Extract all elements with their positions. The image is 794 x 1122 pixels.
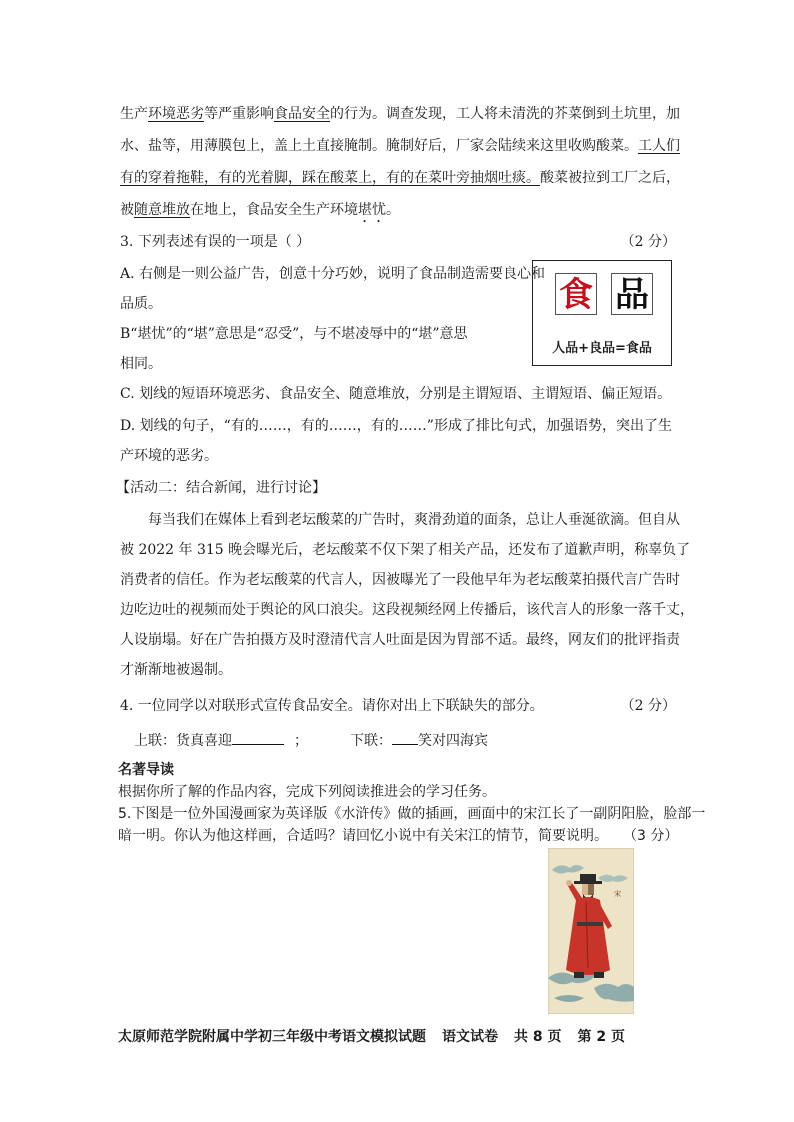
underlined-sentence: 工人们: [638, 138, 680, 154]
dotted-word: 堪忧: [358, 202, 386, 218]
passage-line-4: 被随意堆放在地上，食品安全生产环境堪忧。: [120, 202, 400, 218]
underlined-phrase: 随意堆放: [134, 202, 190, 218]
news-paragraph-line: 边吃边吐的视频而处于舆论的风口浪尖。这段视频经网上传播后，该代言人的形象一落千丈，: [120, 602, 694, 618]
q3-option-d: D. 划线的句子，“有的……，有的……，有的……”形成了排比句式，加强语势，突出了生: [120, 418, 672, 434]
upper-couplet-blank[interactable]: [232, 730, 284, 745]
q3-score: （2 分）: [620, 234, 676, 250]
q5-score: （3 分）: [630, 828, 679, 844]
q3-option-c: C. 划线的短语环境恶劣、食品安全、随意堆放，分别是主谓短语、主谓短语、偏正短语。: [120, 386, 672, 402]
q3-option-d-cont: 产环境的恶劣。: [120, 448, 218, 464]
page-footer: [118, 1026, 641, 1046]
q5-stem: 5.下图是一位外国漫画家为英译版《水浒传》做的插画，画面中的宋江长了一副阴阳脸，脸部一: [118, 806, 706, 822]
ad-char-shi: 食: [555, 273, 597, 315]
activity2-heading: 【活动二：结合新闻，进行讨论】: [116, 480, 326, 496]
couplet-line: 上联：货真喜迎 ； 下联： 笑对四海宾: [134, 730, 690, 751]
lower-couplet-blank[interactable]: [392, 730, 418, 745]
q4-score: （2 分）: [620, 698, 676, 714]
passage-line-1: 生产环境恶劣等严重影响食品安全的行为。调查发现，工人将未清洗的芥菜倒到土坑里，加: [120, 106, 680, 122]
q5-stem-cont: 暗一明。你认为他这样画，合适吗？请回忆小说中有关宋江的情节，简要说明。 （3 分）: [118, 828, 679, 844]
lower-couplet-text: 笑对四海宾: [418, 733, 488, 749]
song-jiang-illustration: [548, 848, 634, 1014]
seal-mark: 宋: [614, 890, 621, 898]
news-paragraph-line: 消费者的信任。作为老坛酸菜的代言人，因被曝光了一段他早年为老坛酸菜拍摄代言广告时: [120, 572, 680, 588]
reading-intro: 根据你所了解的作品内容，完成下列阅读推进会的学习任务。: [118, 784, 496, 800]
q3-option-b: B“堪忧”的“堪”意思是“忍受”，与不堪凌辱中的“堪”意思: [120, 326, 468, 342]
news-paragraph-line: 被 2022 年 315 晚会曝光后，老坛酸菜不仅下架了相关产品，还发布了道歉声明，称辜负了: [120, 542, 691, 558]
passage-line-3: 有的穿着拖鞋，有的光着脚，踩在酸菜上，有的在菜叶旁抽烟吐痰。酸菜被拉到工厂之后，: [120, 170, 680, 186]
footer-page-number: 第 2 页: [577, 1029, 625, 1045]
upper-couplet-label: 上联：货真喜迎: [134, 733, 232, 749]
ad-caption: 人品+良品=食品: [552, 341, 652, 356]
news-paragraph-line: 才渐渐地被遏制。: [120, 662, 232, 678]
q3-option-b-cont: 相同。: [120, 356, 162, 372]
passage-line-2: 水、盐等，用薄膜包上，盖上土直接腌制。腌制好后，厂家会陆续来这里收购酸菜。工人们: [120, 138, 680, 154]
q3-option-a: A. 右侧是一则公益广告，创意十分巧妙，说明了食品制造需要良心和: [120, 266, 546, 282]
footer-school: 太原师范学院附属中学初三年级中考语文模拟试题: [118, 1029, 426, 1045]
underlined-phrase: 食品安全: [274, 106, 330, 122]
q4-stem: 4. 一位同学以对联形式宣传食品安全。请你对出上下联缺失的部分。: [120, 698, 544, 714]
underlined-phrase: 环境恶劣: [148, 106, 204, 122]
footer-subject: 语文试卷: [442, 1029, 498, 1045]
news-paragraph-line: 人设崩塌。好在广告拍摄方及时澄清代言人吐面是因为胃部不适。最终，网友们的批评指责: [120, 632, 680, 648]
lower-couplet-label: 下联：: [350, 733, 392, 749]
q3-stem: 3. 下列表述有误的一项是（ ）: [120, 234, 311, 250]
food-ad-box: [532, 260, 672, 366]
section-heading: 名著导读: [118, 762, 174, 778]
underlined-sentence: 有的穿着拖鞋，有的光着脚，踩在酸菜上，有的在菜叶旁抽烟吐痰。: [120, 170, 540, 186]
news-paragraph-line: 每当我们在媒体上看到老坛酸菜的广告时，爽滑劲道的面条，总让人垂涎欲滴。但自从: [148, 512, 680, 528]
q3-option-a-cont: 品质。: [120, 296, 162, 312]
footer-total-pages: 共 8 页: [514, 1029, 562, 1045]
ad-char-pin: 品: [611, 273, 653, 315]
